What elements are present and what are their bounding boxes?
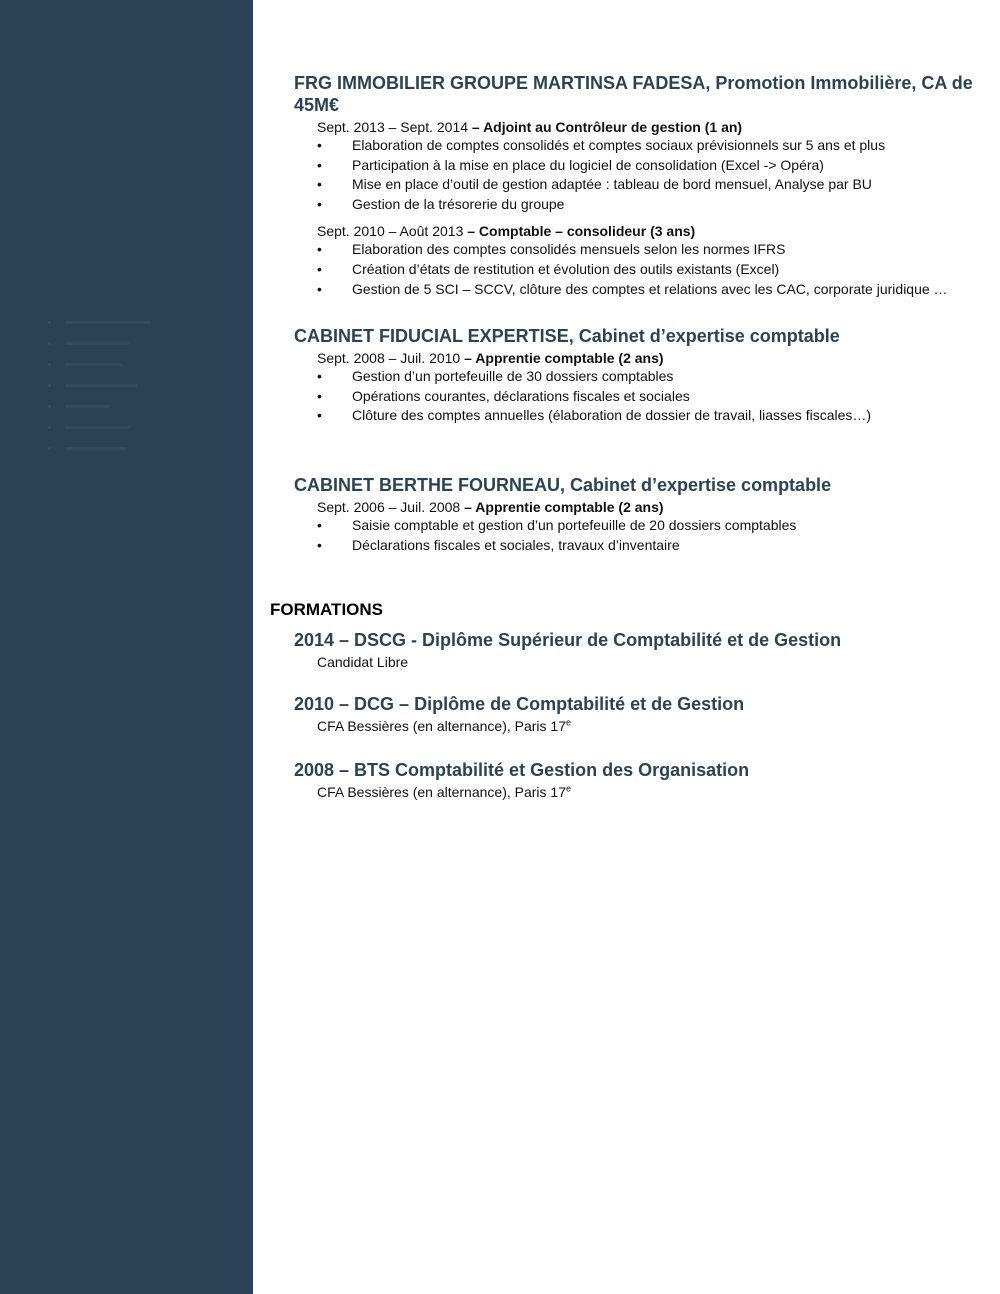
role-position: – Apprentie comptable (2 ans)	[464, 498, 664, 515]
task-item: • Elaboration de comptes consolidés et comptes sociaux prévisionnels sur 5 ans et plus	[317, 136, 985, 156]
experience-entry	[270, 474, 985, 555]
role-position: – Adjoint au Contrôleur de gestion (1 an)	[471, 119, 743, 135]
formations-section	[270, 599, 985, 801]
formation-detail-text: CFA Bessières (en alternance), Paris 17	[317, 784, 567, 801]
task-item: • Opérations courantes, déclarations fiscales et sociales	[317, 387, 985, 407]
formation-detail	[317, 783, 985, 801]
task-item: • Mise en place d’outil de gestion adaptée : tableau de bord mensuel, Analyse par BU	[317, 175, 985, 195]
task-item: • Gestion de la trésorerie du groupe	[317, 195, 985, 215]
faded-list-item	[48, 438, 228, 459]
formation-title: 2014 – DSCG - Diplôme Supérieur de Comptabilité et de Gestion	[294, 630, 842, 651]
task-list	[270, 240, 985, 299]
formation-title: 2010 – DCG – Diplôme de Comptabilité et de Gestion	[294, 694, 745, 715]
experience-entry	[270, 325, 985, 426]
role-position: – Comptable – consolideur (3 ans)	[467, 223, 696, 240]
task-item: • Participation à la mise en place du logiciel de consolidation (Excel -> Opéra)	[317, 156, 985, 176]
role-line	[317, 222, 985, 240]
task-item: • Gestion d’un portefeuille de 30 dossiers comptables	[317, 367, 985, 387]
role-line	[317, 498, 985, 516]
sidebar	[0, 0, 253, 1294]
employer-title: CABINET BERTHE FOURNEAU, Cabinet d’expertise comptable	[294, 474, 832, 495]
formation-detail-text: CFA Bessières (en alternance), Paris 17	[317, 718, 567, 735]
formation-detail	[317, 653, 985, 671]
ordinal-superscript: e	[566, 783, 572, 794]
faded-list-item	[48, 354, 228, 375]
role-dates: Sept. 2013 – Sept. 2014	[317, 119, 469, 135]
task-list	[270, 136, 985, 214]
role-dates: Sept. 2010 – Août 2013	[317, 223, 464, 240]
formation-detail-text: Candidat Libre	[317, 654, 409, 671]
task-list	[270, 367, 985, 426]
experience-entry	[270, 72, 985, 299]
formation-title: 2008 – BTS Comptabilité et Gestion des Organisation	[294, 760, 750, 781]
formation-item	[270, 693, 985, 735]
faded-list-item	[48, 312, 228, 333]
task-item: • Déclarations fiscales et sociales, travaux d’inventaire	[317, 536, 985, 556]
role-dates: Sept. 2006 – Juil. 2008	[317, 498, 461, 515]
task-list	[270, 516, 985, 555]
formation-item	[270, 629, 985, 671]
task-item: • Saisie comptable et gestion d’un portefeuille de 20 dossiers comptables	[317, 516, 985, 536]
role-position: – Apprentie comptable (2 ans)	[464, 350, 664, 367]
role-line	[317, 118, 985, 136]
formation-detail	[317, 717, 985, 735]
faded-list-item	[48, 417, 228, 438]
faded-list-item	[48, 396, 228, 417]
section-heading: FORMATIONS	[270, 600, 384, 620]
task-item: • Gestion de 5 SCI – SCCV, clôture des comptes et relations avec les CAC, corporate juridique …	[317, 280, 985, 300]
faded-list-item	[48, 333, 228, 354]
formation-item	[270, 759, 985, 801]
sidebar-faded-list	[48, 312, 228, 459]
task-item: • Elaboration des comptes consolidés mensuels selon les normes IFRS	[317, 240, 985, 260]
faded-list-item	[48, 375, 228, 396]
main-content	[270, 72, 985, 801]
role-dates: Sept. 2008 – Juil. 2010	[317, 350, 461, 367]
employer-title: FRG IMMOBILIER GROUPE MARTINSA FADESA, Promotion Immobilière, CA de 45M€	[294, 73, 973, 115]
task-item: • Création d’états de restitution et évolution des outils existants (Excel)	[317, 260, 985, 280]
role-line	[317, 349, 985, 367]
employer-title: CABINET FIDUCIAL EXPERTISE, Cabinet d’expertise comptable	[294, 326, 840, 347]
task-item: • Clôture des comptes annuelles (élaboration de dossier de travail, liasses fiscales…)	[317, 406, 985, 426]
ordinal-superscript: e	[566, 717, 572, 728]
